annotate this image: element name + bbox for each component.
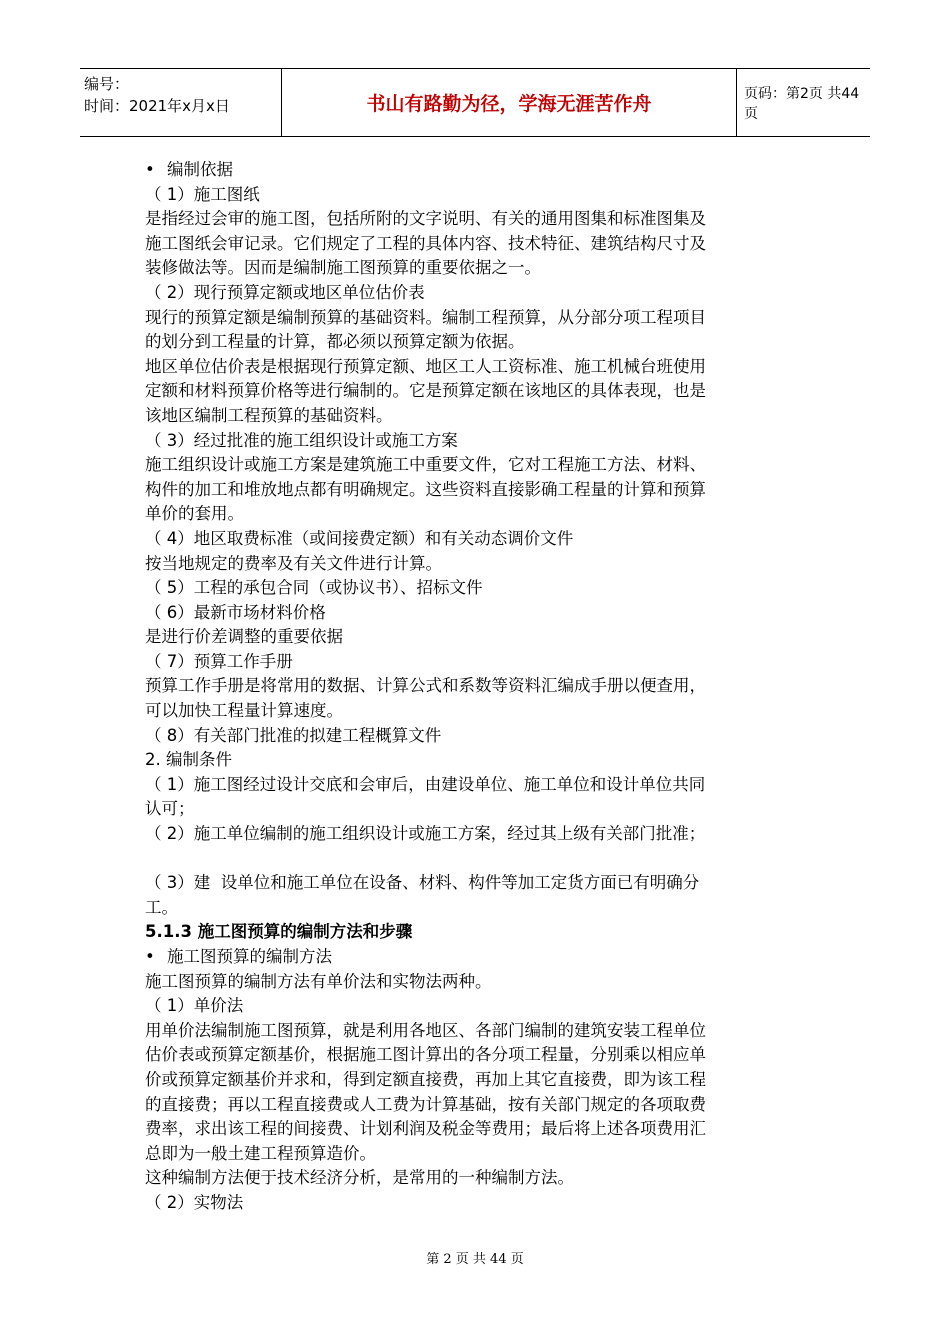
body-line: （ 4）地区取费标准（或间接费定额）和有关动态调价文件 [145, 528, 574, 548]
body-line: 施工图预算的编制方法有单价法和实物法两种。 [145, 971, 492, 991]
body-line: （ 2）现行预算定额或地区单位估价表 [145, 282, 425, 302]
time-label: 时间：2021年x月x日 [84, 97, 230, 115]
body-line: 定额和材料预算价格等进行编制的。它是预算定额在该地区的具体表现，也是 [145, 381, 706, 401]
body-line: 现行的预算定额是编制预算的基础资料。编制工程预算，从分部分项工程项目 [145, 307, 706, 327]
body-line: 总即为一般土建工程预算造价。 [145, 1143, 376, 1163]
body-line: 按当地规定的费率及有关文件进行计算。 [145, 553, 442, 573]
body-line: 装修做法等。因而是编制施工图预算的重要依据之一。 [145, 258, 541, 278]
body-line: 构件的加工和堆放地点都有明确规定。这些资料直接影确工程量的计算和预算 [145, 479, 706, 499]
body-line: 费率，求出该工程的间接费、计划利润及税金等费用；最后将上述各项费用汇 [145, 1119, 706, 1139]
body-line: 单价的套用。 [145, 504, 244, 524]
body-line: 工。 [145, 897, 178, 917]
body-line: 认可； [145, 799, 195, 819]
body-line: 的直接费；再以工程直接费或人工费为计算基础，按有关部门规定的各项取费 [145, 1094, 706, 1114]
bullet-item: • 施工图预算的编制方法 [145, 945, 825, 970]
body-line: （ 6）最新市场材料价格 [145, 602, 326, 622]
body-line: 这种编制方法便于技术经济分析，是常用的一种编制方法。 [145, 1168, 574, 1188]
body-line: 预算工作手册是将常用的数据、计算公式和系数等资料汇编成手册以便查用， [145, 676, 706, 696]
document-body [145, 158, 825, 1216]
body-line: （ 3）建 设单位和施工单位在设备、材料、构件等加工定货方面已有明确分 [145, 873, 700, 893]
body-line: 该地区编制工程预算的基础资料。 [145, 405, 393, 425]
body-line: （ 1）施工图经过设计交底和会审后，由建设单位、施工单位和设计单位共同 [145, 774, 706, 794]
body-line: 施工图纸会审记录。它们规定了工程的具体内容、技术特征、建筑结构尺寸及 [145, 233, 706, 253]
body-line: 价或预算定额基价并求和，得到定额直接费，再加上其它直接费，即为该工程 [145, 1069, 706, 1089]
body-line: （ 5）工程的承包合同（或协议书）、招标文件 [145, 578, 483, 598]
header-motto: 书山有路勤为径，学海无涯苦作舟 [281, 69, 737, 136]
body-line: （ 2）施工单位编制的施工组织设计或施工方案，经过其上级有关部门批准； [145, 824, 706, 844]
blank-line [145, 847, 825, 872]
body-line: 是进行价差调整的重要依据 [145, 627, 343, 647]
header-page-label: 页码：第2页 共44页 [744, 85, 860, 122]
page-header [80, 68, 870, 137]
body-line: 地区单位估价表是根据现行预算定额、地区工人工资标准、施工机械台班使用 [145, 356, 706, 376]
body-line: （ 1）单价法 [145, 996, 244, 1016]
bullet-item: • 编制依据 [145, 158, 825, 183]
body-line: 估价表或预算定额基价，根据施工图计算出的各分项工程量，分别乘以相应单 [145, 1045, 706, 1065]
section-heading: 5.1.3 施工图预算的编制方法和步骤 [145, 922, 413, 942]
header-meta [80, 69, 280, 136]
body-line: 2. 编制条件 [145, 750, 232, 770]
body-line: （ 7）预算工作手册 [145, 651, 293, 671]
body-line: （ 1）施工图纸 [145, 184, 260, 204]
body-line: （ 8）有关部门批准的拟建工程概算文件 [145, 725, 442, 745]
body-line: 用单价法编制施工图预算，就是利用各地区、各部门编制的建筑安装工程单位 [145, 1020, 706, 1040]
body-line: 的划分到工程量的计算，都必须以预算定额为依据。 [145, 332, 525, 352]
page-footer: 第 2 页 共 44 页 [426, 1252, 524, 1267]
body-line: （ 2）实物法 [145, 1192, 244, 1212]
body-line: 施工组织设计或施工方案是建筑施工中重要文件，它对工程施工方法、材料、 [145, 455, 706, 475]
body-line: 是指经过会审的施工图，包括所附的文字说明、有关的通用图集和标准图集及 [145, 209, 706, 229]
body-line: （ 3）经过批准的施工组织设计或施工方案 [145, 430, 458, 450]
body-line: 可以加快工程量计算速度。 [145, 701, 343, 721]
number-label: 编号： [84, 75, 130, 93]
